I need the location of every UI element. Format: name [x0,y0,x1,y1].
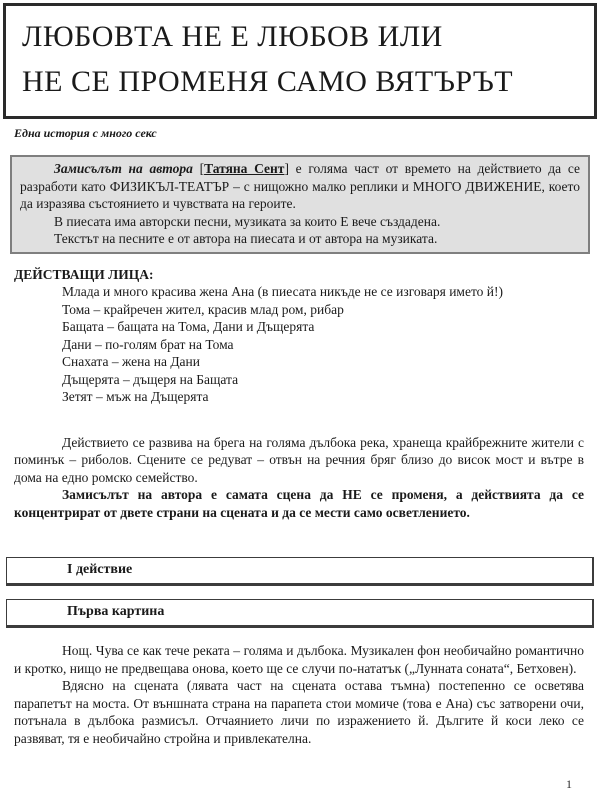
cast-item: Дани – по-голям брат на Тома [62,336,234,352]
page-number: 1 [566,777,572,791]
scene-heading-box [6,599,594,628]
author-name: Татяна Сент [204,161,285,176]
setting-section [14,434,584,522]
cast-item: Снахата – жена на Дани [62,354,200,369]
author-note-lead: Замисълът на автора [54,161,193,176]
setting-para: Действието се развива на брега на голяма дълбока река, хранеща крайбрежните жители с поминък – риболов. Сцените се редуват – отвън на речния бряг близо до висок мост и вътре в дома на едно ромско семейство. [14,434,584,485]
cast-heading: ДЕЙСТВАЩИ ЛИЦА: [14,266,154,282]
subtitle: Една история с много секс [14,126,157,140]
author-bracket-open: [ [192,161,205,176]
author-note-box [10,155,590,254]
scene-description [14,642,584,747]
title-line-2: НЕ СЕ ПРОМЕНЯ САМО ВЯТЪРЪТ [22,65,514,98]
author-note-para-2: В пиесата има авторски песни, музиката за които Е вече създадена. [54,213,441,229]
author-note-para-1 [20,160,580,213]
cast-item: Тома – крайречен жител, красив млад ром, рибар [62,301,344,317]
title-line-1: ЛЮБОВТА НЕ Е ЛЮБОВ ИЛИ [22,20,443,53]
scene-para-2: Вдясно на сцената (лявата част на сцената остава тъмна) постепенно се осветява парапетът на моста. От външната страна на парапета стои момиче (това е Ана) със затворени очи, потънала в дълбока размисъл. Отчаянието личи по изражението й. Дългите й коси леко се развяват, тя е необичайно стройна и привлекателна. [14,678,584,746]
author-note-rest: е голяма част от времето на действието да се разработи като ФИЗИКЪЛ-ТЕАТЪР – с нищожно малко реплики и МНОГО ДВИЖЕНИЕ, което да изразява състоянието и чувствата на героите. [20,161,580,211]
act-heading-box [6,557,594,586]
setting-author-intent-para: Замисълът на автора е самата сцена да НЕ се променя, а действията да се концентрират от двете страни на сцената и да се мести само осветлението. [14,487,584,520]
author-bracket-close: ] [284,161,296,176]
scene-para-1: Нощ. Чува се как тече реката – голяма и дълбока. Музикален фон необичайно романтично и кротко, нищо не предвещава онова, което ще се случи по-нататък („Лунната соната“, Бетховен). [14,643,584,676]
scene-heading-label: Първа картина [67,604,165,619]
cast-item: Зетят – мъж на Дъщерята [62,389,209,404]
cast-item: Бащата – бащата на Тома, Дани и Дъщерята [62,319,315,334]
author-note-para-3: Текстът на песните е от автора на пиесата и от автора на музиката. [54,231,438,246]
cast-item: Дъщерята – дъщеря на Бащата [62,371,239,387]
act-heading-label: I действие [67,562,133,577]
title-box [3,3,597,119]
cast-section [14,266,584,406]
cast-item: Млада и много красива жена Ана (в пиесата никъде не се изговаря името й!) [62,284,504,299]
